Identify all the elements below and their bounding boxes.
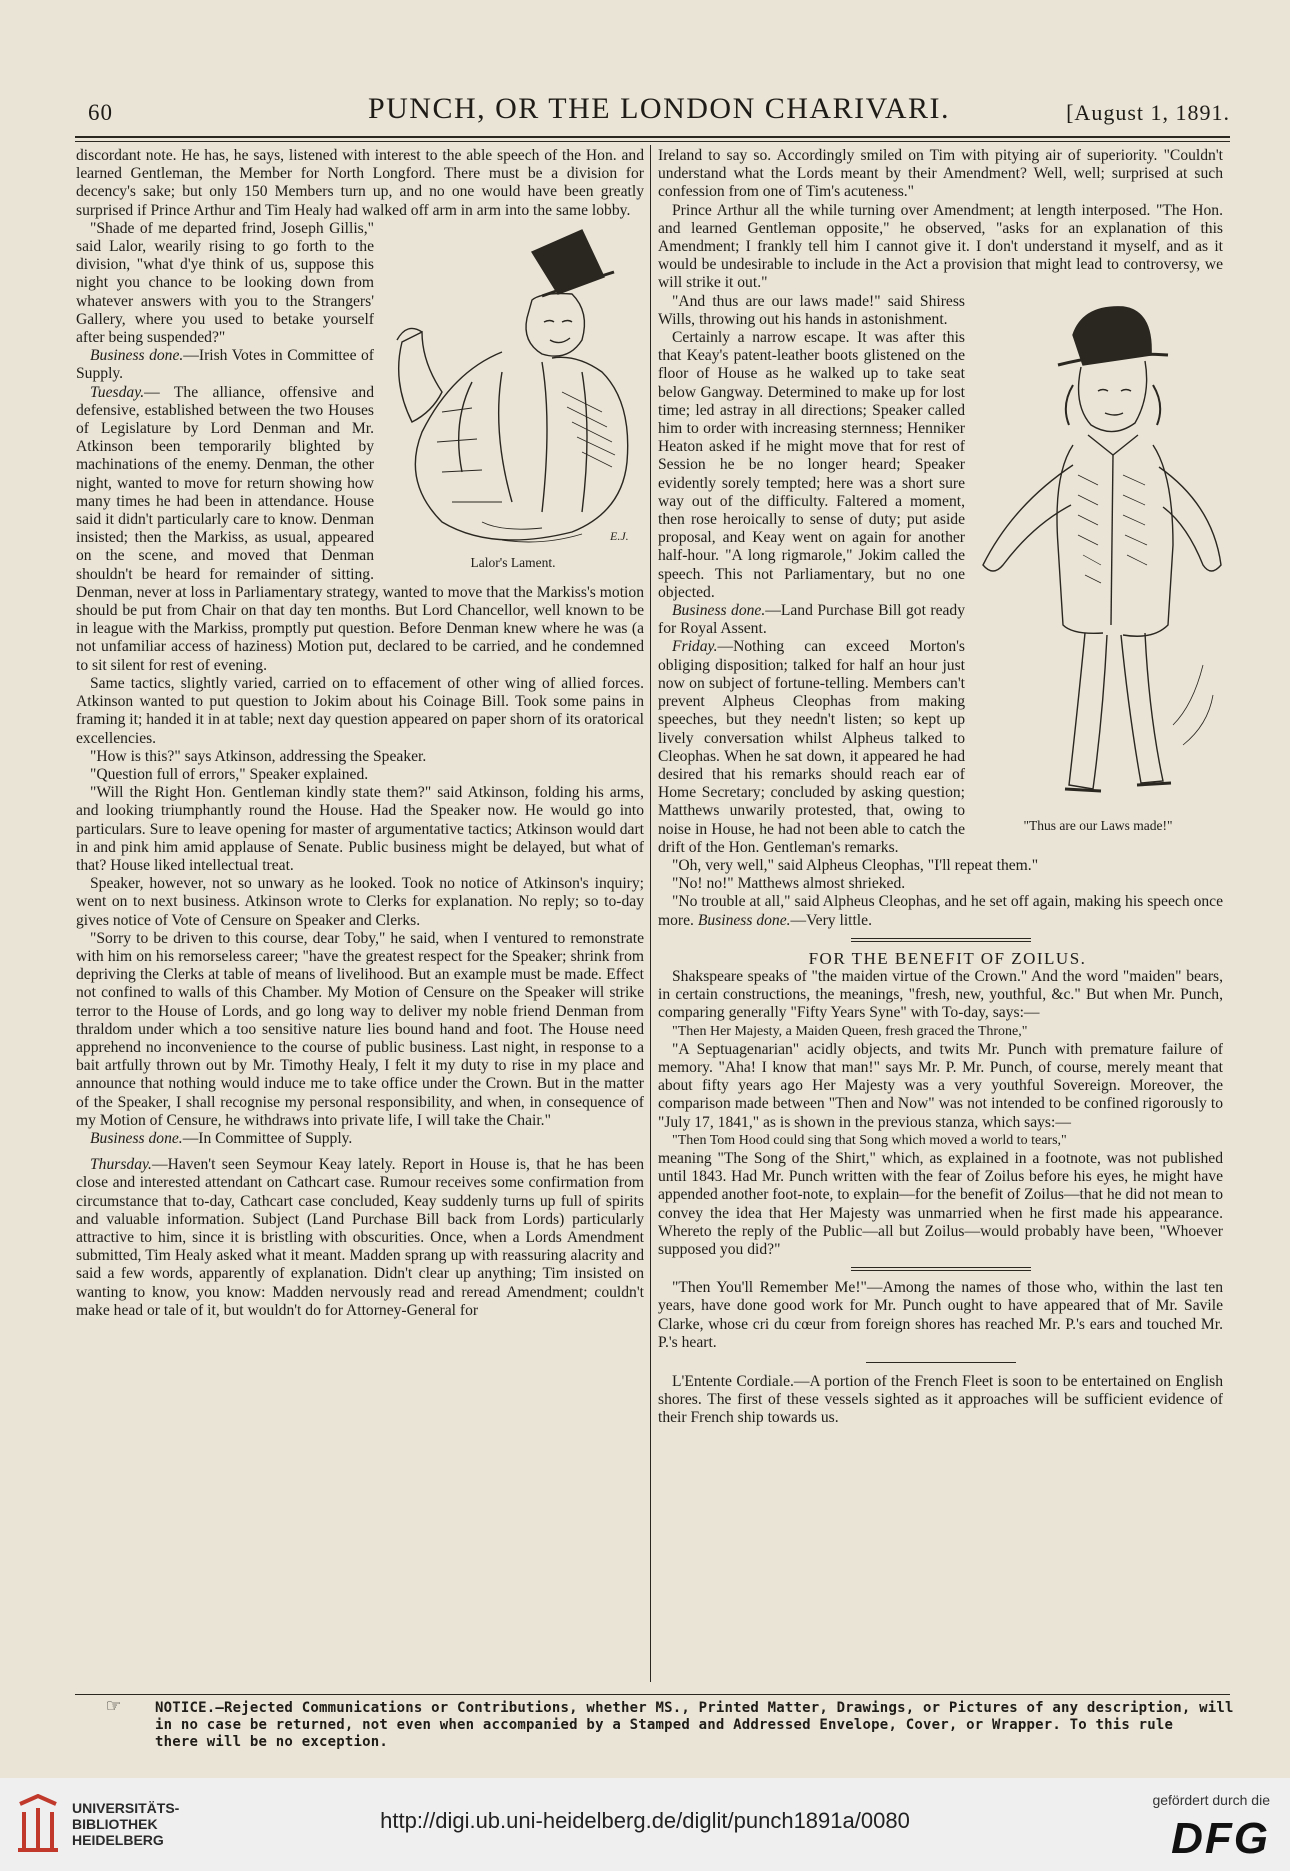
- quoted-verse: "Then Tom Hood could sing that Song which moved a world to tears,": [672, 1132, 1067, 1148]
- article-paragraph: discordant note. He has, he says, listened with interest to the able speech of the Hon. and learned Gentleman, the Member for North Longford. There must be a division for decency's sake; but only 150 Members turn up, and no one would have been greatly surprised if Prince Arthur and Tim Healy had walked off arm in arm into the same lobby.: [76, 147, 644, 219]
- library-name-line: BIBLIOTHEK: [72, 1816, 158, 1832]
- article-paragraph: "A Septuagenarian" acidly objects, and twits Mr. Punch with premature failure of memory. "Aha! I know that man!" says Mr. P. Mr. Punch, of course, merely meant that about fifty years ago Her Majesty was a very youthful Sovereign. Moreover, the comparison made between "Then and Now" was not intended to be confined rigorously to "July 17, 1841," as is shown in the previous stanza, which says:—: [658, 1040, 1223, 1131]
- article-text: — The alliance, offensive and defensive, established between the two Houses of Legislature by Lord Denman and Mr. Atkinson been temporarily blighted by machinations of the enemy. Denman, the other night, wanted to move for return showing how many times he had been in attendance. House said it didn't particularly care to know. Denman insisted; then the Markiss, as usual, appeared on the scene, and moved that Denman shouldn't be heard for remainder of sitting. Denman, never at loss in Parliamentary strategy, wanted to move that the Markiss's motion should be put from Chair on that day ten months. But Lord Chancellor, well known to be in league with the Markiss, promptly put question. Before Denman knew where he was (a not unfamiliar access of haziness) Motion put, declared to be carried, and he condemned to sit silent for rest of evening.: [76, 383, 644, 674]
- digitization-footer: [0, 1778, 1290, 1871]
- library-name-line: UNIVERSITÄTS-: [72, 1800, 180, 1816]
- section-divider: [866, 1362, 1016, 1363]
- notice-line: in no case be returned, not even when accompanied by a Stamped and Addressed Envelope, Cover, or Wrapper. To this rule: [155, 1717, 1174, 1733]
- article-paragraph: "Question full of errors," Speaker explained.: [90, 765, 369, 783]
- business-done-label: Business done.: [672, 602, 766, 620]
- issue-date: [August 1, 1891.: [1066, 100, 1230, 125]
- page-number: 60: [88, 100, 113, 125]
- article-paragraph: "And thus are our laws made!" said Shiress Wills, throwing out his hands in astonishment.: [658, 292, 965, 328]
- business-done-label: Business done.: [697, 911, 791, 929]
- notice-line: there will be no exception.: [155, 1734, 388, 1750]
- header-rule: [75, 136, 1230, 138]
- article-paragraph: "Oh, very well," said Alpheus Cleophas, "I'll repeat them.": [672, 856, 1039, 874]
- wills-cartoon-icon: [973, 295, 1223, 815]
- permalink-url[interactable]: http://digi.ub.uni-heidelberg.de/diglit/punch1891a/0080: [380, 1808, 910, 1833]
- article-paragraph: "How is this?" says Atkinson, addressing the Speaker.: [90, 747, 427, 765]
- day-label: Thursday.: [90, 1156, 152, 1174]
- dfg-logo: DFG: [1171, 1814, 1270, 1863]
- pointing-hand-icon: ☞: [107, 1694, 121, 1719]
- day-label: Friday.: [672, 638, 718, 656]
- quoted-verse: "Then Her Majesty, a Maiden Queen, fresh graced the Throne,": [672, 1023, 1028, 1039]
- article-paragraph: Ireland to say so. Accordingly smiled on Tim with pitying air of superiority. "Couldn't understand what the Lords meant by their Amendment? Well, well; surprised at such confession from one of Tim's acuteness.": [658, 147, 1223, 201]
- left-column: [76, 147, 644, 1687]
- laws-made-caption: "Thus are our Laws made!": [1023, 817, 1173, 833]
- column-divider: [650, 145, 651, 1682]
- publication-title: PUNCH, OR THE LONDON CHARIVARI.: [367, 92, 951, 125]
- section-divider: [851, 1267, 1031, 1271]
- funded-by-label: gefördert durch die: [1152, 1792, 1270, 1808]
- article-text: —Haven't seen Seymour Keay lately. Report in House is, that he has been close and interested attendant on Cathcart case. Rumour receives some confirmation from circumstance that to-day, Cathcart case concluded, Keay suddenly turns up full of spirits and valuable information. Subject (Land Purchase Bill back from Lords) particularly attractive to him, since it is bristling with obscurities. Once, when a Lords Amendment submitted, Tim Healy asked what it meant. Madden sprang up with reassuring alacrity and said a few words, apparently of explanation. Didn't clear up anything; Tim insisted on wanting to know, you know: Madden nervously read and reread Amendment; couldn't make head or tale of it, but wouldn't do for Attorney-General for: [76, 1156, 644, 1319]
- article-paragraph: Certainly a narrow escape. It was after this that Keay's patent-leather boots glistened on the floor of House as he walked up to take seat below Gangway. Determined to make up for lost time; led astray in all directions; Speaker called him to order with increasing sternness; Henniker Heaton asked if he might move that for rest of Session he be no longer heard; Speaker evidently sorely tempted; here was a short sure way out of the difficulty. Faltered a moment, then rose heroically to sense of duty; put aside proposal, and Keay went on again for another half-hour. "A long rigmarole," Jokim called the speech. This not Parliamentary, but no one objected.: [658, 329, 965, 601]
- right-column: [658, 147, 1223, 1687]
- business-done-label: Business done.: [90, 1129, 183, 1147]
- editorial-notice: [107, 1694, 1234, 1751]
- day-label: Tuesday.: [90, 383, 145, 401]
- article-paragraph: "No! no!" Matthews almost shrieked.: [672, 875, 906, 893]
- library-name-line: HEIDELBERG: [72, 1832, 164, 1848]
- article-paragraph: Prince Arthur all the while turning over Amendment; at length interposed. "The Hon. and learned Gentleman opposite," he observed, "asks for an explanation of this Amendment; I frankly tell him I cannot give it. I don't understand it myself, and as it would be undesirable to include in the Act a provision that might lead to controversy, we will strike it out.": [658, 201, 1223, 292]
- lalor-cartoon-icon: [382, 222, 644, 552]
- article-paragraph: "Shade of me departed frind, Joseph Gillis," said Lalor, wearily rising to go forth to the division, "what d'ye think of us, suppose this night you chance to be looking down from whatever answers with you to the Strangers' Gallery, where you used to betake yourself after being suspended?": [76, 219, 374, 347]
- laws-made-illustration: [973, 295, 1223, 835]
- article-paragraph: "Will the Right Hon. Gentleman kindly state them?" said Atkinson, folding his arms, and looking triumphantly round the House. Had the Speaker now. He would go into particulars. Sure to leave opening for master of argumentative tactics; Atkinson would dart in and pink him amid applause of Senate. Public business might be delayed, but what of that? House liked intellectual treat.: [76, 784, 644, 874]
- article-text: —Nothing can exceed Morton's obliging disposition; talked for half an hour just now on subject of fortune-telling. Members can't prevent Alpheus Cleophas from making speeches, but they needn't listen; so kept up lively conversation whilst Alpheus talked to Cleophas. When he sat down, it appeared he had desired that his remarks should reach ear of Home Secretary; concluded by asking question; Matthews unwarily protested, that, owing to noise in House, he had not been able to catch the drift of the Hon. Gentleman's remarks.: [658, 638, 965, 856]
- article-paragraph: meaning "The Song of the Shirt," which, as explained in a footnote, was not published until 1843. Had Mr. Punch written with the fear of Zoilus before his eyes, he might have appended another foot-note, to explain—for the benefit of Zoilus—that he did not mean to convey the idea that Her Majesty was unmarried when he first made his appearance. Whereto the reply of the Public—all but Zoilus—would probably have been, "Whoever supposed you did?": [658, 1149, 1223, 1258]
- article-paragraph: "Sorry to be driven to this course, dear Toby," he said, when I ventured to remonstrate with him on his remorseless career; "have the greatest respect for the Speaker; shrink from depriving the Clerks at table of means of livelihood. But an example must be made. Effect not confined to walls of this Chamber. My Motion of Censure on the Speaker will strike terror to the House of Lords, and go long way to deliver my noble friend Denman from thraldom under which a too sensitive nature lies bound hand and foot. The House need apprehend no inconvenience to the course of public business. Last night, in response to a bait artfully thrown out by Mr. Timothy Healy, I felt it my duty to rise in my place and announce that nothing would induce me to take office under the Crown. But in the matter of the Speaker, I shall recognise my personal responsibility, and when, in consequence of my Motion of Censure, he withdraws into private life, I will take the Chair.": [76, 929, 644, 1129]
- article-paragraph: Speaker, however, not so unwary as he looked. Took no notice of Atkinson's inquiry; went on to next business. Atkinson wrote to Clerks for explanation. No reply; so to-day gives notice of Vote of Censure on Speaker and Clerks.: [76, 875, 644, 929]
- section-divider: [851, 938, 1031, 942]
- article-text: —In Committee of Supply.: [182, 1129, 353, 1147]
- article-text: "No trouble at all," said Alpheus Cleophas, and he set off again, making his speech once more.: [658, 893, 1223, 929]
- lalor-caption: Lalor's Lament.: [470, 554, 556, 570]
- svg-text:E.J.: E.J.: [610, 528, 629, 543]
- business-done-label: Business done.: [90, 347, 184, 365]
- article-text: —Very little.: [790, 911, 872, 929]
- article-text: —Land Purchase Bill got ready for Royal Assent.: [658, 602, 966, 638]
- article-paragraph: Shakspeare speaks of "the maiden virtue of the Crown." And the word "maiden" bears, in certain constructions, the meanings, "fresh, new, youthful, &c." But when Mr. Punch, comparing generally "Fifty Years Syne" with To-day, says:—: [658, 967, 1223, 1022]
- article-paragraph: "Then You'll Remember Me!"—Among the names of those who, within the last ten years, have done good work for Mr. Punch ought to have appeared that of Mr. Savile Clarke, whose cri du cœur from foreign shores has reached Mr. P.'s ears and touched Mr. P.'s heart.: [658, 1279, 1223, 1351]
- header-rule-thin: [75, 141, 1230, 142]
- lalor-illustration: [382, 222, 644, 572]
- page-header: [88, 92, 1230, 132]
- notice-line: NOTICE.—Rejected Communications or Contributions, whether MS., Printed Matter, Drawings, or Pictures of any description, will: [155, 1700, 1234, 1716]
- notice-rule: [75, 1694, 1230, 1695]
- article-text: —Irish Votes in Committee of Supply.: [76, 347, 374, 383]
- section-title: FOR THE BENEFIT OF ZOILUS.: [808, 948, 1087, 968]
- article-paragraph: Same tactics, slightly varied, carried on to effacement of other wing of allied forces. Atkinson wanted to put question to Jokim about his Coinage Bill. Took some pains in framing it; handed it in at table; next day question appeared on paper shorn of its oratorical excellencies.: [76, 674, 644, 747]
- article-paragraph: L'Entente Cordiale.—A portion of the French Fleet is soon to be entertained on English shores. The first of these vessels sighted as it approaches will be sufficient evidence of their French ship towards us.: [658, 1373, 1223, 1427]
